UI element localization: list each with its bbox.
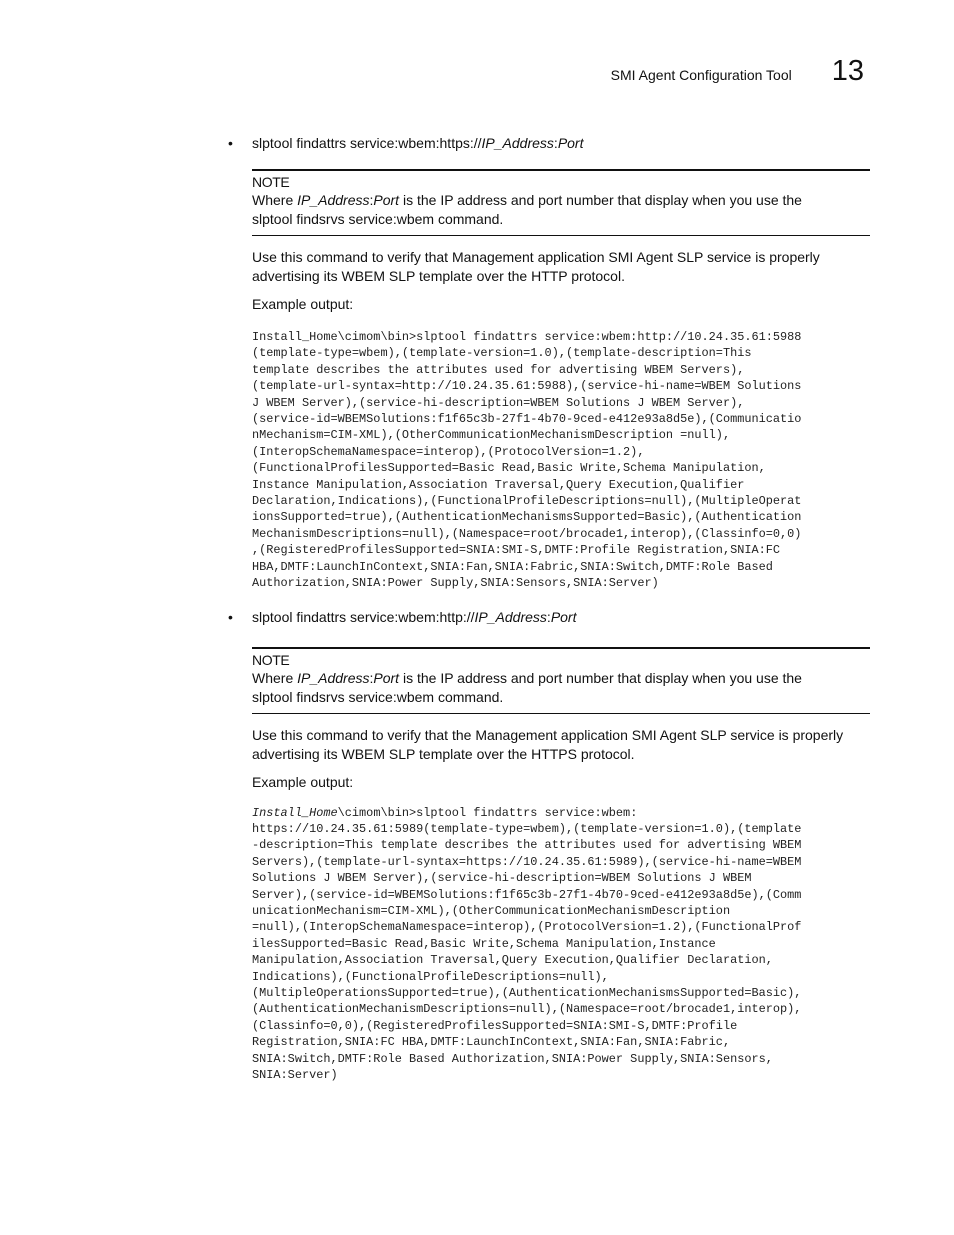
- colon: :: [546, 608, 551, 625]
- code-line: HBA,DMTF:LaunchInContext,SNIA:Fan,SNIA:Fabric,SNIA:Switch,DMTF:Role Based: [252, 559, 773, 574]
- port-placeholder: Port: [557, 135, 584, 151]
- note-where: Where: [252, 192, 298, 208]
- note-port: Port: [373, 192, 400, 208]
- code-line: Install_Home\cimom\bin>slptool findattrs service:wbem:http://10.24.35.61:5988: [252, 330, 802, 344]
- note-colon: :: [369, 669, 374, 686]
- note-colon: :: [369, 192, 374, 208]
- note-port: Port: [373, 669, 400, 686]
- example-label: Example output:: [252, 296, 354, 312]
- description-line: Use this command to verify that Management application SMI Agent SLP service is properly: [252, 249, 820, 265]
- code-line: MechanismDescriptions=null),(Namespace=root/brocade1,interop),(Classinfo=0,0): [252, 526, 802, 541]
- description-line: advertising its WBEM SLP template over the HTTPS protocol.: [252, 745, 635, 762]
- note-text-line2: slptool findsrvs service:wbem command.: [252, 688, 504, 705]
- chapter-number: 13: [831, 55, 864, 87]
- code-line: Indications),(FunctionalProfileDescriptions=null),: [252, 969, 609, 984]
- code-line: (FunctionalProfilesSupported=Basic Read,Basic Write,Schema Manipulation,: [252, 461, 766, 476]
- page-header: [0, 55, 864, 88]
- code-line: (AuthenticationMechanismDescriptions=null),(Namespace=root/brocade1,interop),: [252, 1002, 802, 1017]
- note-text-line2: slptool findsrvs service:wbem command.: [252, 211, 504, 227]
- code-line: J WBEM Server),(service-hi-description=WBEM Solutions J WBEM Server),: [252, 395, 745, 410]
- code-line: (InteropSchemaNamespace=interop),(ProtocolVersion=1.2),: [252, 444, 645, 459]
- description-paragraph: [252, 248, 870, 286]
- page-content: [228, 134, 870, 1099]
- note-text: is the IP address and port number that display when you use the: [399, 192, 802, 208]
- code-line: (service-id=WBEMSolutions:f1f65c3b-27f1-4b70-9ced-e412e93a8d5e),(Communicatio: [252, 412, 802, 427]
- code-example: [252, 329, 870, 592]
- bullet-https-command: [228, 134, 870, 153]
- example-label: Example output:: [252, 773, 354, 790]
- code-line: https://10.24.35.61:5989(template-type=wbem),(template-version=1.0),(template: [252, 821, 802, 836]
- bullet-dot-icon: •: [228, 135, 233, 151]
- code-line: SNIA:Server): [252, 1068, 338, 1082]
- note-ip: IP_Address: [297, 669, 370, 686]
- note-text: is the IP address and port number that display when you use the: [399, 669, 802, 686]
- code-example: [252, 805, 870, 1084]
- code-line: (Classinfo=0,0),(RegisteredProfilesSupported=SNIA:SMI-S,DMTF:Profile: [252, 1018, 738, 1033]
- note-ip: IP_Address: [297, 192, 370, 208]
- code-line: =null),(InteropSchemaNamespace=interop),(ProtocolVersion=1.2),(FunctionalProf: [252, 920, 802, 935]
- code-line: ,(RegisteredProfilesSupported=SNIA:SMI-S,DMTF:Profile Registration,SNIA:FC: [252, 543, 781, 558]
- code-line: (MultipleOperationsSupported=true),(AuthenticationMechanismsSupported=Basic),: [252, 985, 802, 1000]
- ip-address-placeholder: IP_Address: [481, 135, 554, 151]
- colon: :: [553, 135, 558, 151]
- note-box: [252, 647, 870, 714]
- command-text: slptool findattrs service:wbem:http://: [252, 608, 475, 625]
- bullet-http-command: [228, 608, 870, 627]
- code-line: unicationMechanism=CIM-XML),(OtherCommunicationMechanismDescription: [252, 903, 731, 918]
- note-box: [252, 169, 870, 236]
- note-body: [252, 669, 870, 707]
- bullet-dot-icon: •: [228, 608, 233, 625]
- code-line: (template-url-syntax=http://10.24.35.61:5988),(service-hi-name=WBEM Solutions: [252, 379, 802, 394]
- description-paragraph: [252, 726, 870, 764]
- description-line: advertising its WBEM SLP template over the HTTP protocol.: [252, 268, 625, 284]
- ip-address-placeholder: IP_Address: [474, 608, 547, 625]
- code-line: template describes the attributes used for advertising WBEM Servers),: [252, 362, 745, 377]
- code-line: ilesSupported=Basic Read,Basic Write,Schema Manipulation,Instance: [252, 936, 716, 951]
- code-line: Instance Manipulation,Association Traversal,Query Execution,Qualifier: [252, 477, 745, 492]
- code-line: Server),(service-id=WBEMSolutions:f1f65c3b-27f1-4b70-9ced-e412e93a8d5e),(Comm: [252, 887, 802, 902]
- code-line: nMechanism=CIM-XML),(OtherCommunicationMechanismDescription =null),: [252, 428, 731, 443]
- code-line: SNIA:Switch,DMTF:Role Based Authorization,SNIA:Power Supply,SNIA:Sensors,: [252, 1051, 773, 1066]
- note-label: NOTE: [252, 174, 290, 190]
- port-placeholder: Port: [550, 608, 577, 625]
- code-line: -description=This template describes the attributes used for advertising WBEM: [252, 838, 802, 853]
- code-line: \cimom\bin>slptool findattrs service:wbem:: [337, 805, 638, 820]
- note-body: [252, 191, 870, 229]
- code-line: Declaration,Indications),(FunctionalProfileDescriptions=null),(MultipleOperat: [252, 494, 802, 509]
- code-line: Manipulation,Association Traversal,Query Execution,Qualifier Declaration,: [252, 953, 773, 968]
- command-text: slptool findattrs service:wbem:https://: [252, 135, 482, 151]
- code-line: Registration,SNIA:FC HBA,DMTF:LaunchInContext,SNIA:Fan,SNIA:Fabric,: [252, 1035, 731, 1050]
- code-install-home: Install_Home: [252, 805, 338, 820]
- note-where: Where: [252, 669, 298, 686]
- note-label: NOTE: [252, 651, 290, 668]
- section-title: SMI Agent Configuration Tool: [610, 67, 792, 83]
- code-line: Servers),(template-url-syntax=https://10.24.35.61:5989),(service-hi-name=WBEM: [252, 854, 802, 869]
- code-line: Solutions J WBEM Server),(service-hi-description=WBEM Solutions J WBEM: [252, 871, 752, 886]
- code-line: (template-type=wbem),(template-version=1.0),(template-description=This: [252, 346, 752, 361]
- description-line: Use this command to verify that the Management application SMI Agent SLP service is properly: [252, 726, 844, 743]
- code-line: ionsSupported=true),(AuthenticationMechanismsSupported=Basic),(Authentication: [252, 510, 802, 525]
- code-line: Authorization,SNIA:Power Supply,SNIA:Sensors,SNIA:Server): [252, 576, 659, 591]
